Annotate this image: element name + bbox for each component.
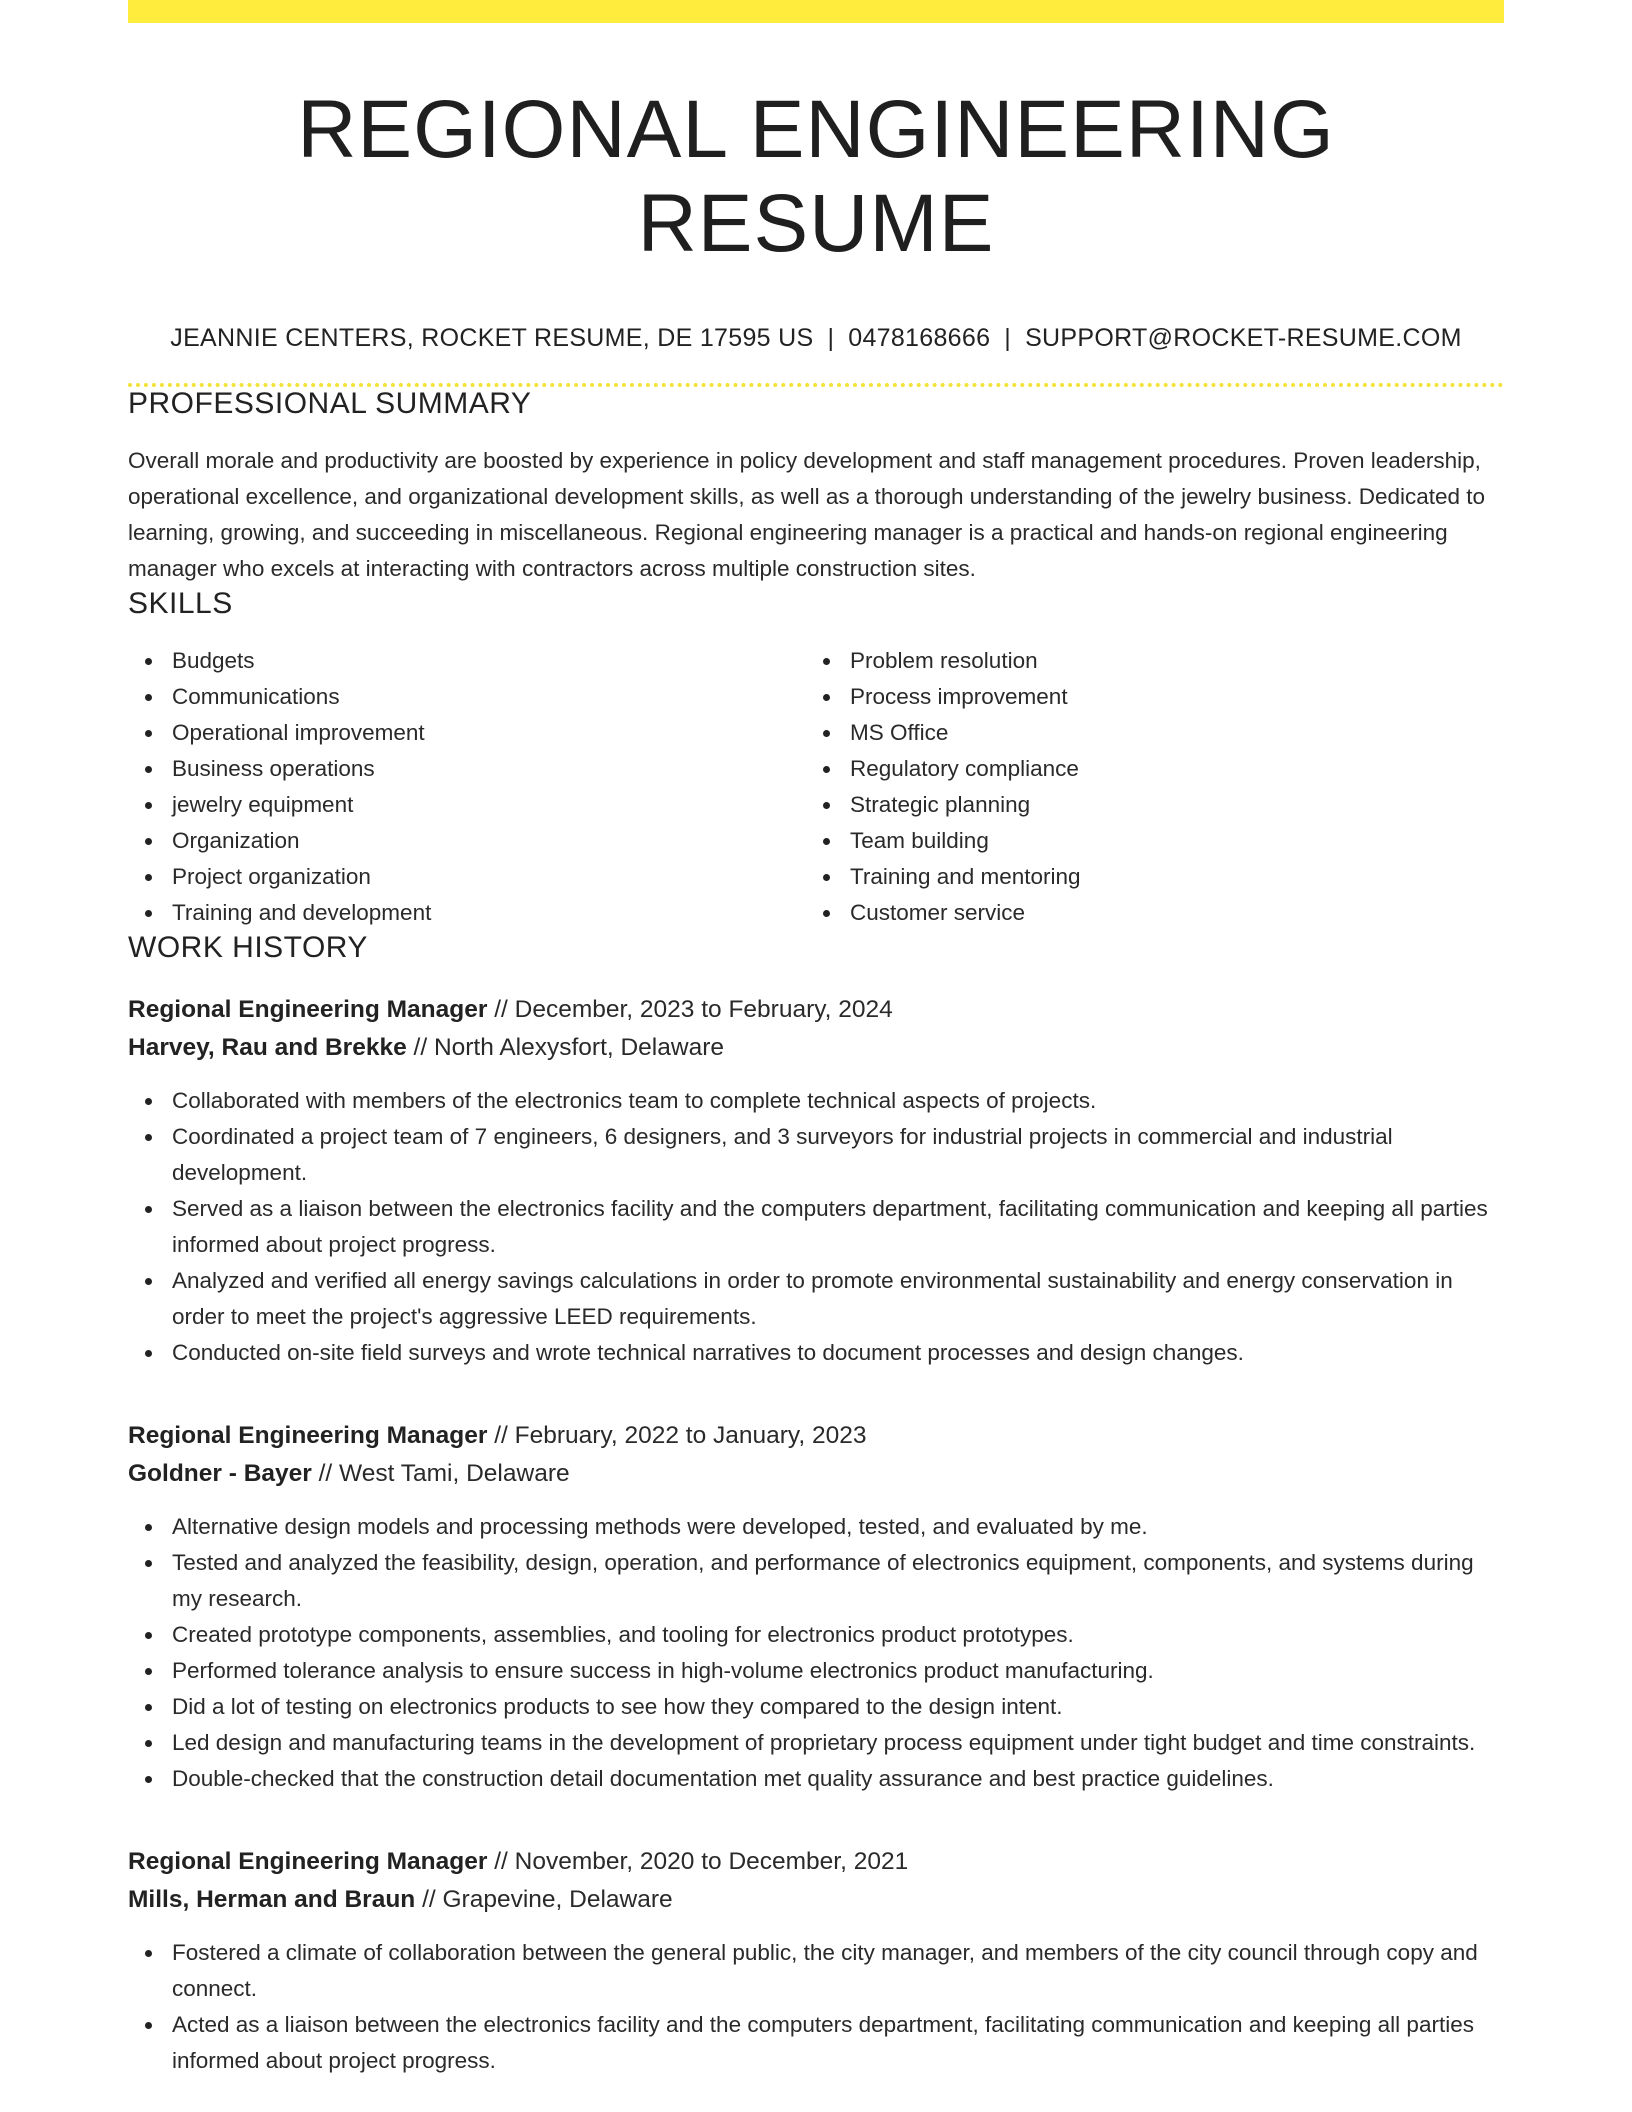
duty-item: Performed tolerance analysis to ensure success in high-volume electronics product manufacturing. xyxy=(128,1653,1504,1689)
job-company: Goldner - Bayer xyxy=(128,1459,312,1487)
job-separator: // xyxy=(415,1885,443,1913)
resume-page xyxy=(128,0,1504,2079)
job-dates: February, 2022 to January, 2023 xyxy=(514,1421,867,1449)
job-title-line xyxy=(128,1417,1504,1455)
skills-column-left xyxy=(128,643,806,931)
job-title-line xyxy=(128,991,1504,1029)
job-title: Regional Engineering Manager xyxy=(128,1847,488,1875)
resume-title: REGIONAL ENGINEERING RESUME xyxy=(297,84,1335,270)
duty-item: Served as a liaison between the electronics facility and the computers department, facilitating communication and keeping all parties informed about project progress. xyxy=(128,1191,1504,1263)
contact-email: SUPPORT@ROCKET-RESUME.COM xyxy=(1025,323,1462,352)
work-history-heading: WORK HISTORY xyxy=(128,930,368,964)
job-company-line xyxy=(128,1455,1504,1493)
skill-item: Process improvement xyxy=(806,679,1484,715)
skill-item: Training and development xyxy=(128,895,806,931)
duty-item: Alternative design models and processing methods were developed, tested, and evaluated by me. xyxy=(128,1509,1504,1545)
job-dates: December, 2023 to February, 2024 xyxy=(514,995,893,1023)
skill-item: jewelry equipment xyxy=(128,787,806,823)
job-duties xyxy=(128,1083,1504,1371)
duty-item: Double-checked that the construction detail documentation met quality assurance and best practice guidelines. xyxy=(128,1761,1504,1797)
summary-text: Overall morale and productivity are boosted by experience in policy development and staff management procedures. Proven leadership, operational excellence, and organizational development skills, as well as a thorough understanding of the jewelry business. Dedicated to learning, growing, and succeeding in miscellaneous. Regional engineering manager is a practical and hands-on regional engineering manager who excels at interacting with contractors across multiple construction sites. xyxy=(128,447,1486,581)
job-separator: // xyxy=(311,1459,340,1487)
skill-item: Budgets xyxy=(128,643,806,679)
contact-separator: | xyxy=(827,323,835,352)
contact-separator: | xyxy=(1004,323,1012,352)
duty-item: Created prototype components, assemblies, and tooling for electronics product prototypes. xyxy=(128,1617,1504,1653)
duty-item: Did a lot of testing on electronics products to see how they compared to the design intent. xyxy=(128,1689,1504,1725)
job-entry xyxy=(128,991,1504,1371)
skill-item: Project organization xyxy=(128,859,806,895)
summary-heading: PROFESSIONAL SUMMARY xyxy=(128,386,532,420)
skill-item: Team building xyxy=(806,823,1484,859)
skills-heading: SKILLS xyxy=(128,586,233,620)
skill-item: Customer service xyxy=(806,895,1484,931)
duty-item: Acted as a liaison between the electronics facility and the computers department, facilitating communication and keeping all parties informed about project progress. xyxy=(128,2007,1504,2079)
skill-item: Regulatory compliance xyxy=(806,751,1484,787)
duty-item: Conducted on-site field surveys and wrote technical narratives to document processes and design changes. xyxy=(128,1335,1504,1371)
skill-item: Organization xyxy=(128,823,806,859)
job-company: Mills, Herman and Braun xyxy=(128,1885,416,1913)
duty-item: Tested and analyzed the feasibility, design, operation, and performance of electronics equipment, components, and systems during my research. xyxy=(128,1545,1504,1617)
duty-item: Led design and manufacturing teams in the development of proprietary process equipment under tight budget and time constraints. xyxy=(128,1725,1504,1761)
job-location: North Alexysfort, Delaware xyxy=(433,1033,724,1061)
duty-item: Fostered a climate of collaboration between the general public, the city manager, and members of the city council through copy and connect. xyxy=(128,1935,1504,2007)
job-company-line xyxy=(128,1881,1504,1919)
contact-line xyxy=(128,324,1504,353)
job-location: Grapevine, Delaware xyxy=(442,1885,673,1913)
job-company: Harvey, Rau and Brekke xyxy=(128,1033,407,1061)
job-entry xyxy=(128,1843,1504,2079)
job-location: West Tami, Delaware xyxy=(339,1459,570,1487)
contact-phone: 0478168666 xyxy=(848,323,991,352)
job-title-line xyxy=(128,1843,1504,1881)
skill-item: Training and mentoring xyxy=(806,859,1484,895)
skills-column-right xyxy=(806,643,1484,931)
skill-item: Strategic planning xyxy=(806,787,1484,823)
job-duties xyxy=(128,1509,1504,1797)
job-separator: // xyxy=(406,1033,434,1061)
contact-address: JEANNIE CENTERS, ROCKET RESUME, DE 17595 US xyxy=(170,323,814,352)
job-separator: // xyxy=(487,1847,515,1875)
job-company-line xyxy=(128,1029,1504,1067)
job-separator: // xyxy=(487,1421,515,1449)
top-accent-bar xyxy=(128,0,1504,23)
job-title: Regional Engineering Manager xyxy=(128,995,488,1023)
skill-item: MS Office xyxy=(806,715,1484,751)
skill-item: Communications xyxy=(128,679,806,715)
job-title: Regional Engineering Manager xyxy=(128,1421,488,1449)
duty-item: Collaborated with members of the electronics team to complete technical aspects of projects. xyxy=(128,1083,1504,1119)
skill-item: Problem resolution xyxy=(806,643,1484,679)
duty-item: Analyzed and verified all energy savings calculations in order to promote environmental sustainability and energy conservation in order to meet the project's aggressive LEED requirements. xyxy=(128,1263,1504,1335)
skills-list xyxy=(128,643,1504,931)
job-dates: November, 2020 to December, 2021 xyxy=(514,1847,909,1875)
skill-item: Operational improvement xyxy=(128,715,806,751)
job-separator: // xyxy=(487,995,515,1023)
job-entry xyxy=(128,1417,1504,1797)
duty-item: Coordinated a project team of 7 engineers, 6 designers, and 3 surveyors for industrial projects in commercial and industrial development. xyxy=(128,1119,1504,1191)
skill-item: Business operations xyxy=(128,751,806,787)
job-duties xyxy=(128,1935,1504,2079)
